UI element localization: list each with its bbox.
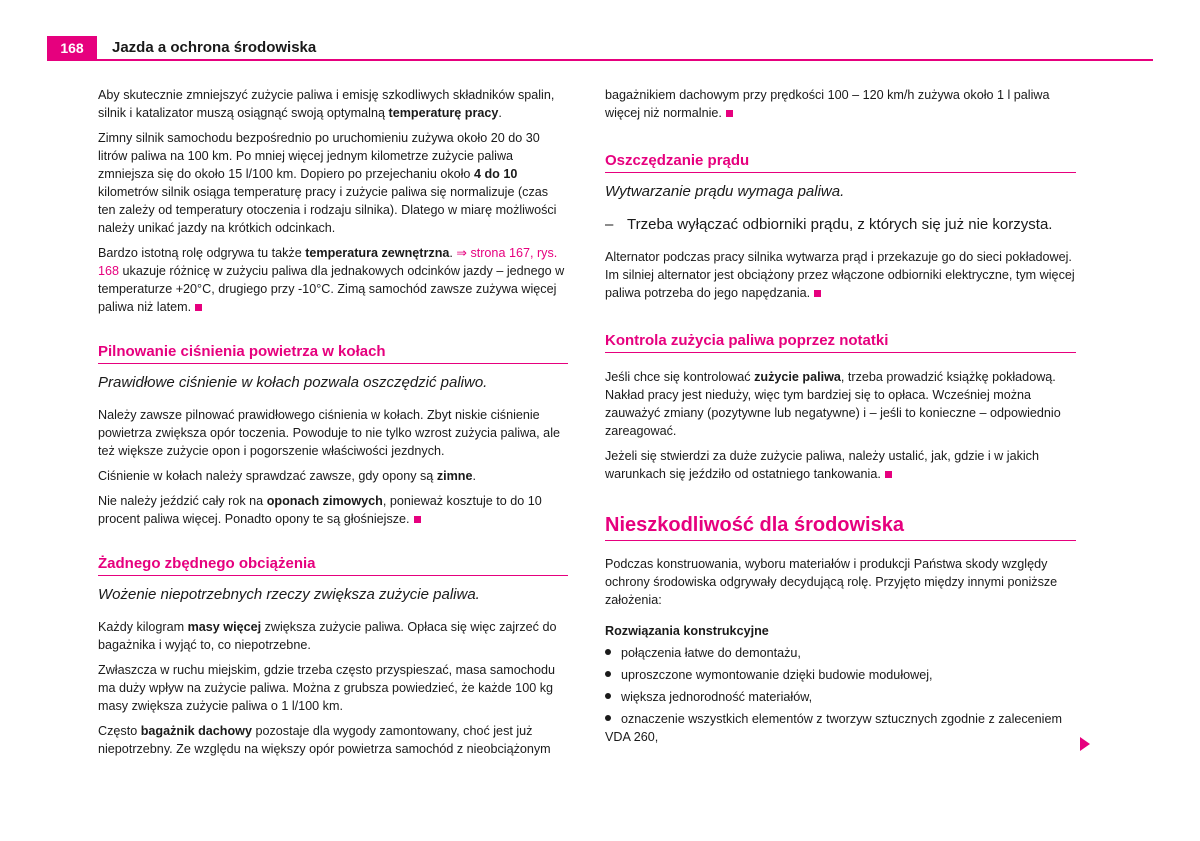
environment-paragraph-1: Podczas konstruowania, wyboru materiałów i produkcji Państwa skody względy ochrony środowiska odgrywały decydującą rolę. Przyjęto między innymi poniższe założenia: [605, 557, 1058, 607]
text: . [449, 246, 457, 260]
subheading-design: Rozwiązania konstrukcyjne [605, 624, 769, 638]
chapter-title: Jazda a ochrona środowiska [112, 39, 317, 56]
text: . [498, 106, 502, 120]
spacer [605, 129, 1076, 152]
right-column [605, 86, 1076, 750]
dash-marker: – [605, 216, 614, 233]
end-square-icon [814, 290, 821, 297]
section-heading-power: Oszczędzanie prądu [605, 152, 1076, 173]
page-number-text: 168 [60, 40, 84, 56]
emphasis: zimne [436, 469, 473, 483]
text: kilometrów silnik osiąga temperaturę pracy i zużycie paliwa się normalizuje (czas ten zależy od temperatury otoczenia i rodzaju silnika). Dlatego w miarę możliwości należy unikać jazdy na krótkich odcinkach. [98, 185, 557, 235]
tires-paragraph-3 [98, 492, 568, 528]
emphasis: 4 do 10 [473, 167, 518, 181]
section-lead-load: Wożenie niepotrzebnych rzeczy zwiększa zużycie paliwa. [98, 586, 480, 603]
list-item-text: oznaczenie wszystkich elementów z tworzyw sztucznych zgodnie z zaleceniem VDA 260, [605, 712, 1062, 744]
text: pozostaje dla wygody zamontowany, choć jest już niepotrzebny. Ze względu na większy opór powietrza samochód z nieobciążonym [98, 724, 551, 756]
section-heading-notes: Kontrola zużycia paliwa poprzez notatki [605, 332, 1076, 353]
instruction-item [605, 215, 1076, 235]
text: Bardzo istotną rolę odgrywa tu także [98, 246, 306, 260]
text: Często [98, 724, 141, 738]
section-heading-tires: Pilnowanie ciśnienia powietrza w kołach [98, 343, 568, 364]
load-paragraph-3 [98, 722, 568, 758]
list-item [605, 710, 1076, 746]
emphasis: oponach zimowych [266, 494, 383, 508]
tires-paragraph-1: Należy zawsze pilnować prawidłowego ciśnienia w kołach. Zbyt niskie ciśnienie powietrza zwiększa opór toczenia. Powoduje to nie tylko wzrost zużycia paliwa, ale też większe zużycie opon i pogorszenie właściwości jezdnych. [98, 408, 560, 458]
text: Ciśnienie w kołach należy sprawdzać zawsze, gdy opony są [98, 469, 437, 483]
spacer [605, 490, 1076, 513]
end-square-icon [726, 110, 733, 117]
tires-paragraph-2 [98, 467, 568, 485]
bullet-icon [605, 715, 611, 721]
power-paragraph-1 [605, 248, 1076, 302]
continue-arrow-icon [1080, 737, 1090, 751]
bullet-icon [605, 671, 611, 677]
emphasis: temperatura zewnętrzna [305, 246, 450, 260]
list-item-text: połączenia łatwe do demontażu, [621, 646, 801, 660]
list-item [605, 644, 1076, 662]
notes-paragraph-2 [605, 447, 1076, 483]
page-reference-link[interactable]: ⇒ strona 167, rys. 168 [98, 246, 558, 278]
end-square-icon [414, 516, 421, 523]
text: Jeżeli się stwierdzi za duże zużycie paliwa, należy ustalić, jak, gdzie i w jakich warunkach się jeździło od ostatniego tankowania. [605, 449, 1039, 481]
text: Alternator podczas pracy silnika wytwarza prąd i przekazuje go do sieci pokładowej. Im silniej alternator jest obciążony przez włączone odbiorniki elektryczne, tym więcej paliwa potrzeba do jego napędzania. [605, 250, 1075, 300]
emphasis: masy więcej [187, 620, 262, 634]
emphasis: bagażnik dachowy [140, 724, 252, 738]
text: Nie należy jeździć cały rok na [98, 494, 267, 508]
continued-paragraph [605, 86, 1076, 122]
list-item [605, 688, 1076, 706]
header-divider [47, 59, 1153, 61]
load-paragraph-2: Zwłaszcza w ruchu miejskim, gdzie trzeba często przyspieszać, masa samochodu ma duży wpływ na zużycie paliwa. Można z grubsza powiedzieć, że każde 100 kg masy zwiększa zużycie paliwa o 1 l/100 km. [98, 663, 556, 713]
intro-paragraph-1 [98, 86, 568, 122]
text: Aby skutecznie zmniejszyć zużycie paliwa i emisję szkodliwych składników spalin, silnik i katalizator muszą osiągnąć swoją optymalną [98, 88, 555, 120]
section-heading-environment: Nieszkodliwość dla środowiska [605, 513, 1076, 541]
instruction-text: Trzeba wyłączać odbiorniki prądu, z których się już nie korzysta. [627, 216, 1053, 233]
list-item [605, 666, 1076, 684]
list-item-text: większa jednorodność materiałów, [621, 690, 813, 704]
spacer [98, 535, 568, 555]
list-item-text: uproszczone wymontowanie dzięki budowie modułowej, [621, 668, 933, 682]
section-lead-tires: Prawidłowe ciśnienie w kołach pozwala oszczędzić paliwo. [98, 374, 488, 391]
intro-paragraph-2 [98, 129, 568, 237]
section-heading-load: Żadnego zbędnego obciążenia [98, 555, 568, 576]
end-square-icon [195, 304, 202, 311]
emphasis: zużycie paliwa [754, 370, 841, 384]
text: Zimny silnik samochodu bezpośrednio po uruchomieniu zużywa około 20 do 30 litrów paliwa na 100 km. Po mniej więcej jednym kilometrze zużycie paliwa zmniejsza się do około 15 l/100 km. Dopiero po przejechaniu około [98, 131, 540, 181]
bullet-icon [605, 693, 611, 699]
text: ukazuje różnicę w zużyciu paliwa dla jednakowych odcinków jazdy – jednego w temperaturze +20°C, drugiego przy -10°C. Zimą samochód zawsze zużywa więcej paliwa niż latem. [98, 264, 565, 314]
emphasis: temperaturę pracy [388, 106, 499, 120]
spacer [605, 309, 1076, 332]
text: bagażnikiem dachowym przy prędkości 100 – 120 km/h zużywa około 1 l paliwa więcej niż normalnie. [605, 88, 1050, 120]
end-square-icon [885, 471, 892, 478]
load-paragraph-1 [98, 618, 568, 654]
notes-paragraph-1 [605, 368, 1076, 440]
section-lead-power: Wytwarzanie prądu wymaga paliwa. [605, 183, 845, 200]
text: , ponieważ kosztuje to do 10 procent paliwa więcej. Ponadto opony te są głośniejsze. [98, 494, 542, 526]
text: Jeśli chce się kontrolować [605, 370, 755, 384]
text: zwiększa zużycie paliwa. Opłaca się więc zajrzeć do bagażnika i wyjąć to, co niepotrzebne. [98, 620, 557, 652]
page-number [47, 36, 97, 60]
text: Każdy kilogram [98, 620, 188, 634]
bullet-icon [605, 649, 611, 655]
intro-paragraph-3 [98, 244, 568, 316]
spacer [98, 323, 568, 343]
text: , trzeba prowadzić książkę pokładową. Nakład pracy jest nieduży, więc tym bardziej się to opłaca. Wcześniej można zauważyć zmiany (pozytywne lub negatywne) i – jeśli to konieczne – odpowiednio zareagować. [605, 370, 1061, 438]
text: . [472, 469, 477, 483]
left-column [98, 86, 568, 765]
